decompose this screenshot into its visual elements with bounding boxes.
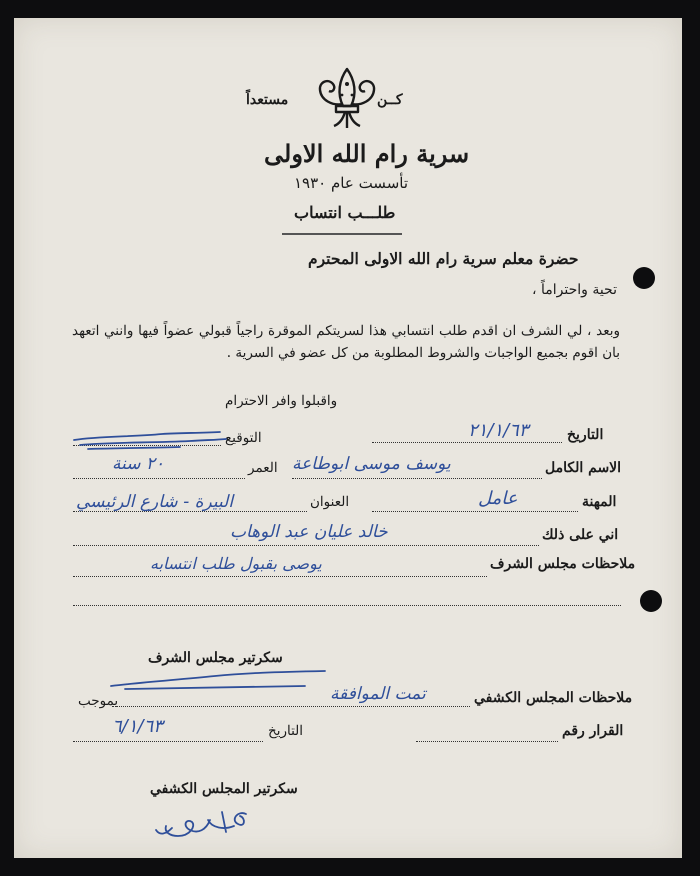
profession-label: المهنة xyxy=(582,494,617,510)
bymeans-label: بموجب xyxy=(78,693,119,709)
closing: واقبلوا وافر الاحترام xyxy=(225,393,338,409)
fleur-de-lis-icon xyxy=(316,66,378,132)
witness-label: اني على ذلك xyxy=(542,527,619,543)
scout-secretary-signature[interactable] xyxy=(150,806,260,842)
date-line xyxy=(372,442,562,443)
age-value[interactable]: ٢٠ سنة xyxy=(112,454,165,474)
addressee: حضرة معلم سرية رام الله الاولى المحترم xyxy=(308,249,579,268)
founded-year: تأسست عام ١٩٣٠ xyxy=(294,174,409,192)
fullname-value[interactable]: يوسف موسى ابوطاعة xyxy=(292,454,451,474)
honor-secretary-label: سكرتير مجلس الشرف xyxy=(148,650,283,666)
troop-title: سرية رام الله الاولى xyxy=(264,139,470,168)
punch-hole-top xyxy=(633,267,655,289)
scout-notes-line xyxy=(112,706,470,707)
motto-left: مستعداً xyxy=(246,92,289,108)
witness-value[interactable]: خالد عليان عبد الوهاب xyxy=(230,522,388,542)
date2-line xyxy=(73,741,263,742)
title-underline xyxy=(282,233,402,235)
address-value[interactable]: البيرة - شارع الرئيسي xyxy=(76,492,234,512)
witness-line xyxy=(73,545,539,546)
profession-value[interactable]: عامل xyxy=(478,488,518,509)
punch-hole-bottom xyxy=(640,590,662,612)
fullname-line xyxy=(292,478,542,479)
date2-value[interactable]: ٦/١/٦٣ xyxy=(112,716,163,737)
signature-label: التوقيع xyxy=(225,430,262,446)
decision-label: القرار رقم xyxy=(562,723,624,739)
age-label: العمر xyxy=(248,460,278,476)
date-value[interactable]: ٢١/١/٦٣ xyxy=(468,420,529,441)
date2-label: التاريخ xyxy=(268,723,304,739)
application-body: وبعد ، لي الشرف ان اقدم طلب انتسابي هذا لسريتكم الموقرة راجياً قبولي عضواً فيها وانني اتعهد بان اقوم بجميع الواجبات والشروط المطلوبة من كل عضو في السرية . xyxy=(72,323,620,361)
honor-secretary-signature[interactable] xyxy=(105,668,335,692)
scout-notes-value[interactable]: تمت الموافقة xyxy=(330,684,426,704)
date-label: التاريخ xyxy=(567,427,604,443)
scout-notes-label: ملاحظات المجلس الكشفي xyxy=(474,690,633,706)
motto-right: كــن xyxy=(377,92,403,108)
applicant-signature[interactable] xyxy=(70,430,230,452)
age-line xyxy=(73,478,245,479)
honor-notes-line xyxy=(73,576,487,577)
fullname-label: الاسم الكامل xyxy=(545,460,622,476)
honor-notes-line-2 xyxy=(73,605,621,606)
address-label: العنوان xyxy=(310,494,350,510)
scout-secretary-label: سكرتير المجلس الكشفي xyxy=(150,781,298,797)
decision-line xyxy=(416,741,558,742)
honor-notes-label: ملاحظات مجلس الشرف xyxy=(490,556,636,572)
greeting: تحية واحتراماً ، xyxy=(532,282,617,298)
honor-notes-value[interactable]: يوصى بقبول طلب انتسابه xyxy=(150,554,322,573)
form-title: طلـــب انتساب xyxy=(294,203,396,222)
profession-line xyxy=(372,511,578,512)
